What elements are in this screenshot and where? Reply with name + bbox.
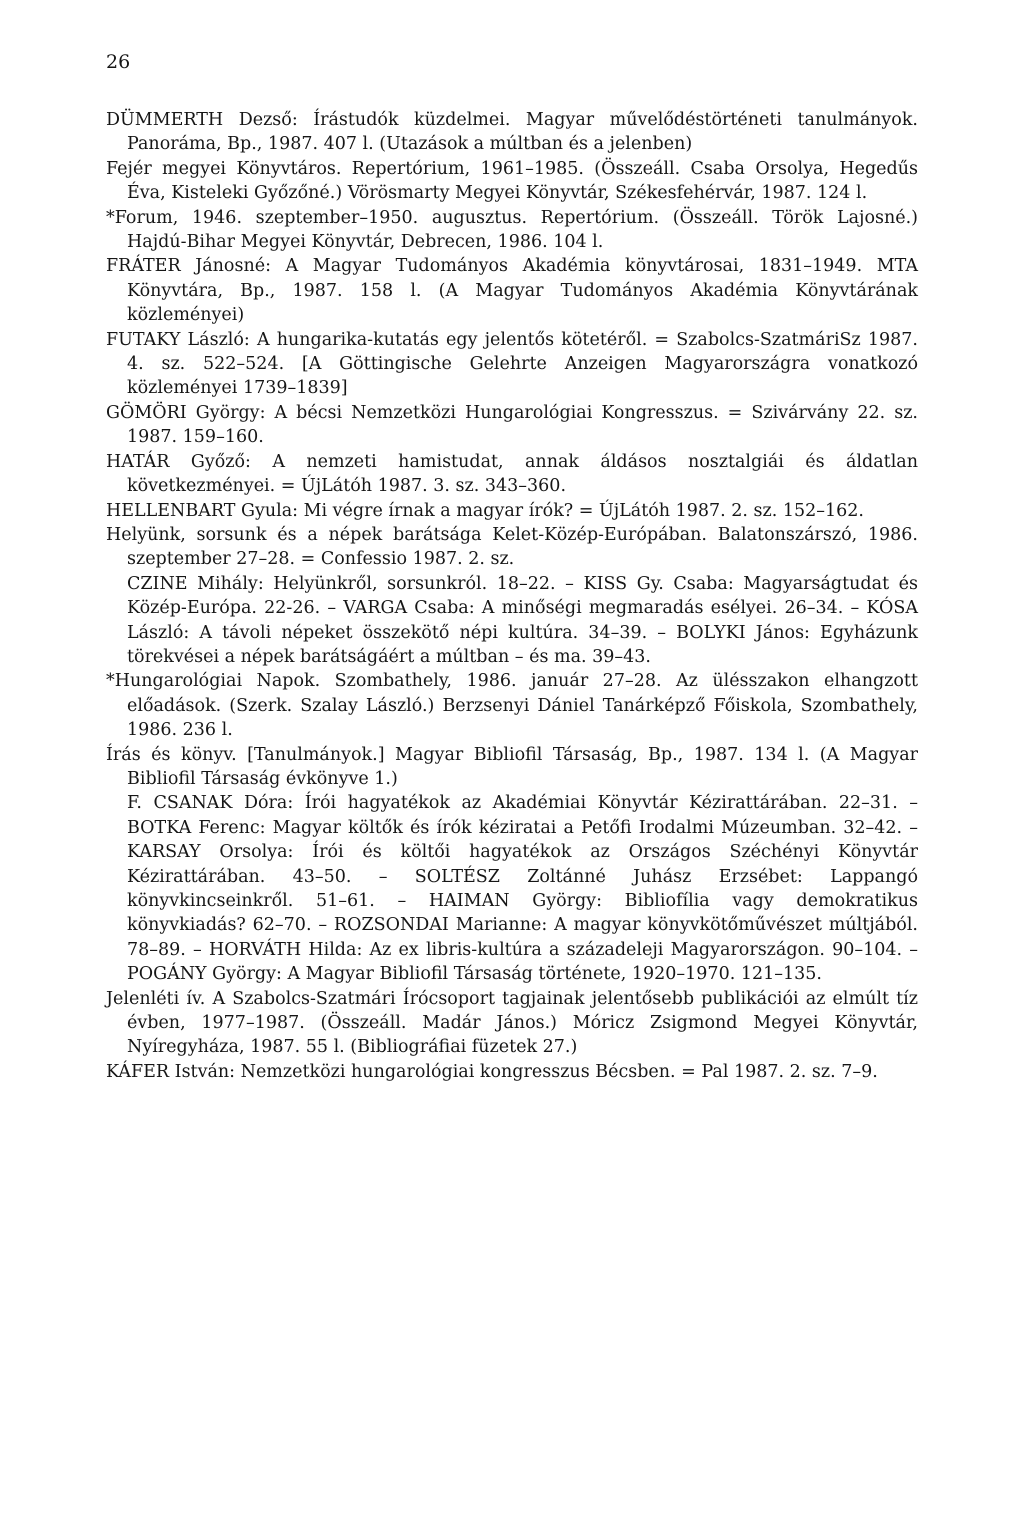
bibliography-entry: HATÁR Győző: A nemzeti hamistudat, annak áldásos nosztalgiái és áldatlan következményei. = ÚjLátóh 1987. 3. sz. 343–360. (106, 451, 918, 497)
bibliography-entry: FUTAKY László: A hungarika-kutatás egy jelentős kötetéről. = Szabolcs-SzatmáriSz 1987. 4. sz. 522–524. [A Göttingische Gelehrte Anzeigen Magyarországra vonatkozó közleményei 1739–1839] (106, 329, 918, 399)
bibliography-list (106, 108, 918, 1084)
bibliography-entry: DÜMMERTH Dezső: Írástudók küzdelmei. Magyar művelődéstörténeti tanulmányok. Panoráma, Bp., 1987. 407 l. (Utazások a múltban és a jelenben) (106, 110, 918, 155)
bibliography-entry: *Forum, 1946. szeptember–1950. augusztus. Repertórium. (Összeáll. Török Lajosné.) Hajdú-Bihar Megyei Könyvtár, Debrecen, 1986. 104 l. (106, 207, 918, 253)
bibliography-entry: HELLENBART Gyula: Mi végre írnak a magyar írók? = ÚjLátóh 1987. 2. sz. 152–162. (106, 500, 864, 521)
bibliography-entry: Fejér megyei Könyvtáros. Repertórium, 1961–1985. (Összeáll. Csaba Orsolya, Hegedűs Éva, Kisteleki Győzőné.) Vörösmarty Megyei Könyvtár, Székesfehérvár, 1987. 124 l. (106, 158, 918, 204)
page-number: 26 (106, 51, 131, 73)
bibliography-entry: FRÁTER Jánosné: A Magyar Tudományos Akadémia könyvtárosai, 1831–1949. MTA Könyvtára, Bp., 1987. 158 l. (A Magyar Tudományos Akadémia Könyvtárának közleményei) (106, 256, 918, 326)
bibliography-entry: Jelenléti ív. A Szabolcs-Szatmári Írócsoport tagjainak jelentősebb publikációi az elmúlt tíz évben, 1977–1987. (Összeáll. Madár János.) Móricz Zsigmond Megyei Könyvtár, Nyíregyháza, 1987. 55 l. (Bibliográfiai füzetek 27.) (106, 988, 918, 1058)
bibliography-entry: GÖMÖRI György: A bécsi Nemzetközi Hungarológiai Kongresszus. = Szivárvány 22. sz. 1987. 159–160. (106, 402, 918, 448)
bibliography-entry: Helyünk, sorsunk és a népek barátsága Kelet-Közép-Európában. Balatonszárszó, 1986. szeptember 27–28. = Confessio 1987. 2. sz. (106, 524, 918, 570)
bibliography-subentry: CZINE Mihály: Helyünkről, sorsunkról. 18–22. – KISS Gy. Csaba: Magyarságtudat és Közép-Európa. 22-26. – VARGA Csaba: A minőségi megmaradás esélyei. 26–34. – KÓSA László: A távoli népeket összekötő népi kultúra. 34–39. – BOLYKI János: Egyházunk törekvései a népek barátságáért a múltban – és ma. 39–43. (127, 573, 918, 667)
bibliography-entry: *Hungarológiai Napok. Szombathely, 1986. január 27–28. Az ülésszakon elhangzott előadások. (Szerk. Szalay László.) Berzsenyi Dániel Tanárképző Főiskola, Szombathely, 1986. 236 l. (106, 671, 918, 741)
bibliography-subentry: F. CSANAK Dóra: Írói hagyatékok az Akadémiai Könyvtár Kézirattárában. 22–31. – BOTKA Ferenc: Magyar költők és írók kéziratai a Petőfi Irodalmi Múzeumban. 32–42. – KARSAY Orsolya: Írói és költői hagyatékok az Országos Széchényi Könyvtár Kézirattárában. 43–50. – SOLTÉSZ Zoltánné Juhász Erzsébet: Lappangó könyvkincseinkről. 51–61. – HAIMAN György: Bibliofília vagy demokratikus könyvkiadás? 62–70. – ROZSONDAI Marianne: A magyar könyvkötőművészet múltjából. 78–89. – HORVÁTH Hilda: Az ex libris-kultúra a századeleji Magyarországon. 90–104. – POGÁNY György: A Magyar Bibliofil Társaság története, 1920–1970. 121–135. (127, 793, 918, 985)
bibliography-entry: Írás és könyv. [Tanulmányok.] Magyar Bibliofil Társaság, Bp., 1987. 134 l. (A Magyar Bibliofil Társaság évkönyve 1.) (106, 744, 918, 789)
bibliography-entry: KÁFER István: Nemzetközi hungarológiai kongresszus Bécsben. = Pal 1987. 2. sz. 7–9. (106, 1061, 878, 1082)
